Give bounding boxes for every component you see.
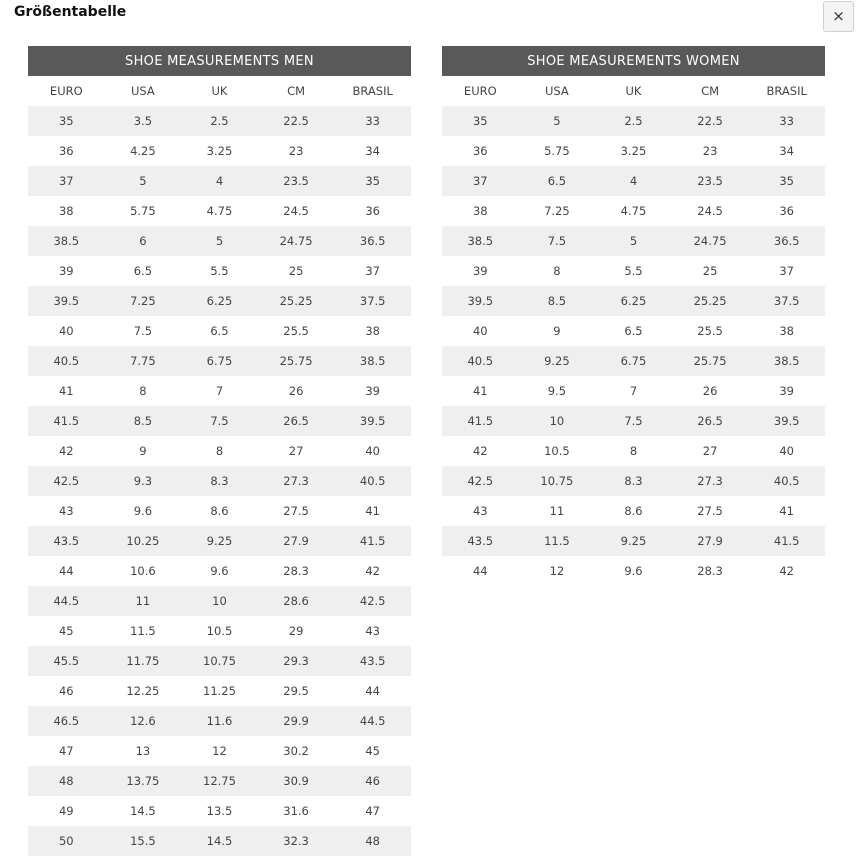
cell-uk: 5 (595, 226, 672, 256)
cell-usa: 7.25 (519, 196, 596, 226)
table-row (442, 436, 825, 466)
cell-uk: 7 (181, 376, 258, 406)
cell-cm: 27.3 (258, 466, 335, 496)
men-table-title: SHOE MEASUREMENTS MEN (28, 46, 411, 76)
table-row (28, 196, 411, 226)
cell-uk: 2.5 (181, 106, 258, 136)
table-row (442, 496, 825, 526)
cell-cm: 25.5 (258, 316, 335, 346)
cell-cm: 32.3 (258, 826, 335, 856)
table-row (442, 346, 825, 376)
cell-cm: 30.9 (258, 766, 335, 796)
cell-usa: 13 (105, 736, 182, 766)
cell-uk: 14.5 (181, 826, 258, 856)
cell-euro: 46.5 (28, 706, 105, 736)
cell-usa: 3.5 (105, 106, 182, 136)
cell-euro: 38.5 (28, 226, 105, 256)
cell-brasil: 39.5 (334, 406, 411, 436)
column-header-cm: CM (672, 76, 749, 106)
cell-uk: 6.25 (181, 286, 258, 316)
cell-brasil: 39 (334, 376, 411, 406)
cell-euro: 40 (28, 316, 105, 346)
cell-cm: 29.3 (258, 646, 335, 676)
table-row (28, 406, 411, 436)
cell-cm: 28.3 (258, 556, 335, 586)
cell-usa: 5 (519, 106, 596, 136)
men-table-body (28, 106, 411, 856)
cell-uk: 3.25 (595, 136, 672, 166)
table-row (28, 556, 411, 586)
column-header-euro: EURO (28, 76, 105, 106)
cell-usa: 12.6 (105, 706, 182, 736)
cell-cm: 27.9 (258, 526, 335, 556)
cell-uk: 9.6 (181, 556, 258, 586)
cell-uk: 7.5 (181, 406, 258, 436)
cell-euro: 39 (442, 256, 519, 286)
cell-uk: 6.5 (181, 316, 258, 346)
cell-cm: 27.9 (672, 526, 749, 556)
cell-euro: 41 (442, 376, 519, 406)
cell-uk: 8.3 (181, 466, 258, 496)
table-row (28, 286, 411, 316)
cell-euro: 39 (28, 256, 105, 286)
cell-euro: 44.5 (28, 586, 105, 616)
cell-uk: 8 (595, 436, 672, 466)
women-column-headers (442, 76, 825, 106)
cell-cm: 27.5 (258, 496, 335, 526)
cell-uk: 5.5 (181, 256, 258, 286)
cell-cm: 25 (672, 256, 749, 286)
cell-cm: 29.5 (258, 676, 335, 706)
table-row (28, 766, 411, 796)
cell-brasil: 42.5 (334, 586, 411, 616)
cell-cm: 25.75 (672, 346, 749, 376)
cell-brasil: 33 (748, 106, 825, 136)
women-table-body (442, 106, 825, 586)
cell-brasil: 38 (334, 316, 411, 346)
column-header-brasil: BRASIL (334, 76, 411, 106)
cell-euro: 37 (28, 166, 105, 196)
cell-cm: 28.3 (672, 556, 749, 586)
cell-euro: 41.5 (28, 406, 105, 436)
cell-usa: 9 (105, 436, 182, 466)
cell-euro: 43.5 (28, 526, 105, 556)
table-row (28, 166, 411, 196)
cell-brasil: 46 (334, 766, 411, 796)
table-row (442, 226, 825, 256)
cell-cm: 30.2 (258, 736, 335, 766)
cell-brasil: 38.5 (748, 346, 825, 376)
table-row (28, 826, 411, 856)
cell-euro: 43 (442, 496, 519, 526)
cell-euro: 38 (28, 196, 105, 226)
column-header-usa: USA (519, 76, 596, 106)
cell-euro: 40.5 (442, 346, 519, 376)
cell-cm: 27.3 (672, 466, 749, 496)
cell-uk: 6.75 (595, 346, 672, 376)
cell-usa: 5 (105, 166, 182, 196)
cell-cm: 27 (258, 436, 335, 466)
cell-uk: 11.25 (181, 676, 258, 706)
cell-usa: 7.5 (519, 226, 596, 256)
cell-usa: 11.5 (105, 616, 182, 646)
cell-uk: 4 (181, 166, 258, 196)
table-row (28, 346, 411, 376)
cell-uk: 4.75 (181, 196, 258, 226)
cell-usa: 8.5 (519, 286, 596, 316)
table-row (442, 196, 825, 226)
cell-uk: 6.25 (595, 286, 672, 316)
cell-uk: 11.6 (181, 706, 258, 736)
table-row (442, 286, 825, 316)
cell-uk: 12 (181, 736, 258, 766)
cell-uk: 7 (595, 376, 672, 406)
table-row (442, 106, 825, 136)
cell-brasil: 36 (748, 196, 825, 226)
table-row (442, 316, 825, 346)
cell-cm: 28.6 (258, 586, 335, 616)
cell-euro: 40.5 (28, 346, 105, 376)
cell-euro: 45 (28, 616, 105, 646)
table-row (28, 706, 411, 736)
cell-uk: 4.75 (595, 196, 672, 226)
cell-euro: 42.5 (442, 466, 519, 496)
cell-brasil: 40.5 (334, 466, 411, 496)
table-row (28, 496, 411, 526)
column-header-uk: UK (181, 76, 258, 106)
table-row (28, 106, 411, 136)
cell-euro: 42 (28, 436, 105, 466)
cell-cm: 25.25 (672, 286, 749, 316)
cell-cm: 26 (258, 376, 335, 406)
cell-uk: 4 (595, 166, 672, 196)
cell-uk: 3.25 (181, 136, 258, 166)
cell-brasil: 37 (748, 256, 825, 286)
cell-cm: 27.5 (672, 496, 749, 526)
cell-uk: 9.25 (595, 526, 672, 556)
table-row (28, 466, 411, 496)
table-row (28, 316, 411, 346)
cell-usa: 6 (105, 226, 182, 256)
cell-usa: 10.75 (519, 466, 596, 496)
table-row (28, 646, 411, 676)
column-header-cm: CM (258, 76, 335, 106)
cell-uk: 7.5 (595, 406, 672, 436)
cell-uk: 2.5 (595, 106, 672, 136)
cell-cm: 23 (672, 136, 749, 166)
cell-brasil: 36 (334, 196, 411, 226)
table-row (442, 256, 825, 286)
table-row (442, 166, 825, 196)
cell-usa: 11.5 (519, 526, 596, 556)
cell-euro: 45.5 (28, 646, 105, 676)
column-header-euro: EURO (442, 76, 519, 106)
women-table-title: SHOE MEASUREMENTS WOMEN (442, 46, 825, 76)
cell-cm: 22.5 (258, 106, 335, 136)
column-header-brasil: BRASIL (748, 76, 825, 106)
cell-cm: 25.5 (672, 316, 749, 346)
cell-cm: 23.5 (672, 166, 749, 196)
cell-brasil: 48 (334, 826, 411, 856)
table-row (28, 736, 411, 766)
cell-brasil: 38.5 (334, 346, 411, 376)
cell-brasil: 38 (748, 316, 825, 346)
cell-cm: 26 (672, 376, 749, 406)
men-column-headers (28, 76, 411, 106)
column-header-usa: USA (105, 76, 182, 106)
cell-brasil: 39 (748, 376, 825, 406)
cell-usa: 12 (519, 556, 596, 586)
cell-usa: 7.25 (105, 286, 182, 316)
cell-uk: 5.5 (595, 256, 672, 286)
cell-brasil: 42 (748, 556, 825, 586)
cell-usa: 10.25 (105, 526, 182, 556)
cell-brasil: 37 (334, 256, 411, 286)
cell-brasil: 40.5 (748, 466, 825, 496)
cell-usa: 6.5 (105, 256, 182, 286)
cell-cm: 29.9 (258, 706, 335, 736)
cell-euro: 46 (28, 676, 105, 706)
table-row (442, 376, 825, 406)
table-row (28, 526, 411, 556)
cell-cm: 25.75 (258, 346, 335, 376)
cell-uk: 9.25 (181, 526, 258, 556)
cell-usa: 9.5 (519, 376, 596, 406)
cell-euro: 43 (28, 496, 105, 526)
modal-title: Größentabelle (14, 4, 127, 20)
cell-euro: 37 (442, 166, 519, 196)
table-row (442, 556, 825, 586)
cell-euro: 41.5 (442, 406, 519, 436)
cell-uk: 8.6 (181, 496, 258, 526)
cell-euro: 39.5 (28, 286, 105, 316)
cell-uk: 6.5 (595, 316, 672, 346)
table-row (28, 616, 411, 646)
cell-brasil: 37.5 (334, 286, 411, 316)
cell-cm: 26.5 (672, 406, 749, 436)
cell-euro: 38 (442, 196, 519, 226)
cell-uk: 13.5 (181, 796, 258, 826)
women-size-table (442, 46, 825, 586)
cell-cm: 23.5 (258, 166, 335, 196)
cell-brasil: 33 (334, 106, 411, 136)
cell-brasil: 45 (334, 736, 411, 766)
cell-cm: 27 (672, 436, 749, 466)
column-header-uk: UK (595, 76, 672, 106)
table-row (28, 226, 411, 256)
table-row (28, 376, 411, 406)
close-button[interactable] (823, 1, 854, 32)
cell-usa: 14.5 (105, 796, 182, 826)
cell-usa: 8 (105, 376, 182, 406)
cell-usa: 11 (519, 496, 596, 526)
cell-usa: 8.5 (105, 406, 182, 436)
cell-usa: 6.5 (519, 166, 596, 196)
cell-usa: 5.75 (519, 136, 596, 166)
cell-euro: 39.5 (442, 286, 519, 316)
cell-euro: 40 (442, 316, 519, 346)
cell-usa: 10 (519, 406, 596, 436)
cell-euro: 42.5 (28, 466, 105, 496)
cell-brasil: 44.5 (334, 706, 411, 736)
cell-uk: 5 (181, 226, 258, 256)
cell-brasil: 41.5 (748, 526, 825, 556)
cell-euro: 44 (442, 556, 519, 586)
cell-brasil: 34 (334, 136, 411, 166)
cell-euro: 35 (442, 106, 519, 136)
cell-euro: 35 (28, 106, 105, 136)
cell-uk: 8.3 (595, 466, 672, 496)
cell-cm: 31.6 (258, 796, 335, 826)
cell-usa: 9 (519, 316, 596, 346)
cell-cm: 24.75 (258, 226, 335, 256)
table-row (442, 466, 825, 496)
cell-uk: 10.5 (181, 616, 258, 646)
cell-brasil: 43 (334, 616, 411, 646)
cell-brasil: 39.5 (748, 406, 825, 436)
cell-uk: 10.75 (181, 646, 258, 676)
cell-euro: 41 (28, 376, 105, 406)
cell-usa: 11 (105, 586, 182, 616)
cell-cm: 25.25 (258, 286, 335, 316)
cell-uk: 8.6 (595, 496, 672, 526)
cell-cm: 29 (258, 616, 335, 646)
cell-cm: 25 (258, 256, 335, 286)
cell-cm: 22.5 (672, 106, 749, 136)
cell-uk: 8 (181, 436, 258, 466)
men-size-table (28, 46, 411, 856)
cell-brasil: 41.5 (334, 526, 411, 556)
cell-usa: 10.6 (105, 556, 182, 586)
cell-uk: 9.6 (595, 556, 672, 586)
cell-usa: 7.75 (105, 346, 182, 376)
cell-brasil: 40 (748, 436, 825, 466)
cell-usa: 10.5 (519, 436, 596, 466)
table-row (28, 256, 411, 286)
cell-euro: 36 (442, 136, 519, 166)
cell-cm: 23 (258, 136, 335, 166)
cell-brasil: 41 (334, 496, 411, 526)
cell-cm: 24.75 (672, 226, 749, 256)
cell-euro: 43.5 (442, 526, 519, 556)
cell-cm: 24.5 (672, 196, 749, 226)
cell-usa: 12.25 (105, 676, 182, 706)
cell-euro: 44 (28, 556, 105, 586)
cell-cm: 26.5 (258, 406, 335, 436)
cell-brasil: 35 (334, 166, 411, 196)
cell-brasil: 34 (748, 136, 825, 166)
cell-euro: 42 (442, 436, 519, 466)
cell-usa: 5.75 (105, 196, 182, 226)
table-row (442, 136, 825, 166)
cell-euro: 36 (28, 136, 105, 166)
cell-brasil: 47 (334, 796, 411, 826)
cell-brasil: 35 (748, 166, 825, 196)
close-icon: × (832, 7, 845, 25)
cell-brasil: 44 (334, 676, 411, 706)
table-row (442, 526, 825, 556)
cell-usa: 9.25 (519, 346, 596, 376)
cell-euro: 50 (28, 826, 105, 856)
cell-usa: 15.5 (105, 826, 182, 856)
cell-uk: 10 (181, 586, 258, 616)
cell-usa: 9.6 (105, 496, 182, 526)
table-row (28, 796, 411, 826)
table-row (28, 676, 411, 706)
cell-usa: 13.75 (105, 766, 182, 796)
cell-brasil: 36.5 (334, 226, 411, 256)
table-row (442, 406, 825, 436)
cell-usa: 7.5 (105, 316, 182, 346)
cell-euro: 38.5 (442, 226, 519, 256)
cell-uk: 6.75 (181, 346, 258, 376)
table-row (28, 436, 411, 466)
cell-brasil: 37.5 (748, 286, 825, 316)
table-row (28, 136, 411, 166)
cell-usa: 9.3 (105, 466, 182, 496)
cell-brasil: 40 (334, 436, 411, 466)
cell-uk: 12.75 (181, 766, 258, 796)
cell-euro: 47 (28, 736, 105, 766)
cell-brasil: 36.5 (748, 226, 825, 256)
cell-brasil: 41 (748, 496, 825, 526)
cell-brasil: 42 (334, 556, 411, 586)
table-row (28, 586, 411, 616)
cell-usa: 4.25 (105, 136, 182, 166)
cell-usa: 8 (519, 256, 596, 286)
cell-euro: 48 (28, 766, 105, 796)
cell-brasil: 43.5 (334, 646, 411, 676)
cell-cm: 24.5 (258, 196, 335, 226)
cell-euro: 49 (28, 796, 105, 826)
cell-usa: 11.75 (105, 646, 182, 676)
